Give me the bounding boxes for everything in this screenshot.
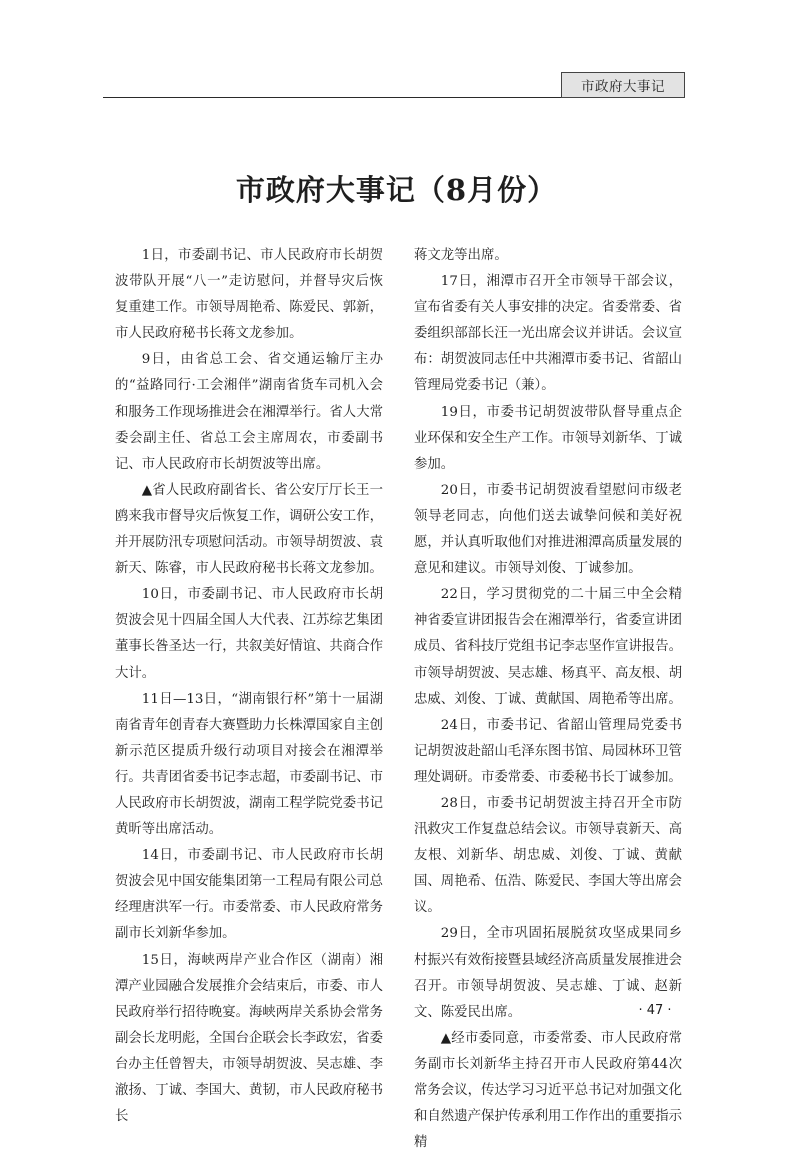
entry-paragraph: 1日，市委副书记、市人民政府市长胡贺波带队开展“八一”走访慰问，并督导灾后恢复重建工作。市领导周艳希、陈爱民、郭新，市人民政府秘书长蒋文龙参加。	[115, 248, 383, 342]
entry-paragraph: 28日，市委书记胡贺波主持召开全市防汛救灾工作复盘总结会议。市领导袁新天、高友根、刘新华、胡忠威、刘俊、丁诚、黄献国、周艳希、伍浩、陈爱民、李国大等出席会议。	[414, 795, 682, 916]
section-badge: 市政府大事记	[561, 72, 685, 98]
entry-continuation: 蒋文龙等出席。	[414, 248, 508, 263]
page-number: · 47 ·	[638, 1003, 672, 1018]
page-title: 市政府大事记（8月份）	[235, 173, 558, 207]
entry-paragraph: 24日，市委书记、省韶山管理局党委书记胡贺波赴韶山毛泽东图书馆、局园林环卫管理处调研。市委常委、市委秘书长丁诚参加。	[414, 717, 682, 785]
entry-paragraph: 29日，全市巩固拓展脱贫攻坚成果同乡村振兴有效衔接暨县域经济高质量发展推进会召开。市领导胡贺波、吴志雄、丁诚、赵新文、陈爱民出席。	[414, 926, 682, 1020]
entry-paragraph: 15日，海峡两岸产业合作区（湖南）湘潭产业园融合发展推介会结束后，市委、市人民政府举行招待晚宴。海峡两岸关系协会常务副会长龙明彪，全国台企联会长李政宏，省委台办主任曾智夫，市领导胡贺波、吴志雄、李澈扬、丁诚、李国大、黄韧，市人民政府秘书长	[115, 952, 383, 1125]
entry-paragraph: 10日，市委副书记、市人民政府市长胡贺波会见十四届全国人大代表、江苏综艺集团董事长昝圣达一行，共叙美好情谊、共商合作大计。	[115, 587, 383, 681]
entry-paragraph: 9日，由省总工会、省交通运输厅主办的“益路同行·工会湘伴”湖南省货车司机入会和服务工作现场推进会在湘潭举行。省人大常委会副主任、省总工会主席周农，市委副书记、市人民政府市长胡贺波等出席。	[115, 352, 383, 472]
right-column	[414, 243, 682, 1156]
entry-paragraph: ▲省人民政府副省长、省公安厅厅长王一鸥来我市督导灾后恢复工作，调研公安工作，并开展防汛专项慰问活动。市领导胡贺波、袁新天、陈睿，市人民政府秘书长蒋文龙参加。	[115, 482, 383, 577]
entry-paragraph: ▲经市委同意，市委常委、市人民政府常务副市长刘新华主持召开市人民政府第44次常务会议，传达学习习近平总书记对加强文化和自然遗产保护传承利用工作作出的重要指示精	[414, 1030, 682, 1151]
entry-paragraph: 20日，市委书记胡贺波看望慰问市级老领导老同志，向他们送去诚挚问候和美好祝愿，并认真听取他们对推进湘潭高质量发展的意见和建议。市领导刘俊、丁诚参加。	[414, 482, 682, 577]
entry-paragraph: 22日，学习贯彻党的二十届三中全会精神省委宣讲团报告会在湘潭举行，省委宣讲团成员、省科技厅党组书记李志坚作宣讲报告。市领导胡贺波、吴志雄、杨真平、高友根、胡忠威、刘俊、丁诚、黄献国、周艳希等出席。	[414, 587, 682, 707]
entry-paragraph: 17日，湘潭市召开全市领导干部会议，宣布省委有关人事安排的决定。省委常委、省委组织部部长汪一光出席会议并讲话。会议宣布：胡贺波同志任中共湘潭市委书记、省韶山管理局党委书记（兼）。	[414, 274, 682, 394]
left-column	[115, 243, 383, 1130]
entry-paragraph: 14日，市委副书记、市人民政府市长胡贺波会见中国安能集团第一工程局有限公司总经理唐洪军一行。市委常委、市人民政府常务副市长刘新华参加。	[115, 848, 383, 942]
entry-paragraph: 11日—13日，“湖南银行杯”第十一届湖南省青年创青春大赛暨助力长株潭国家自主创新示范区提质升级行动项目对接会在湘潭举行。共青团省委书记李志超，市委副书记、市人民政府市长胡贺波，湖南工程学院党委书记黄昕等出席活动。	[115, 691, 383, 838]
entry-paragraph: 19日，市委书记胡贺波带队督导重点企业环保和安全生产工作。市领导刘新华、丁诚参加。	[414, 404, 682, 472]
